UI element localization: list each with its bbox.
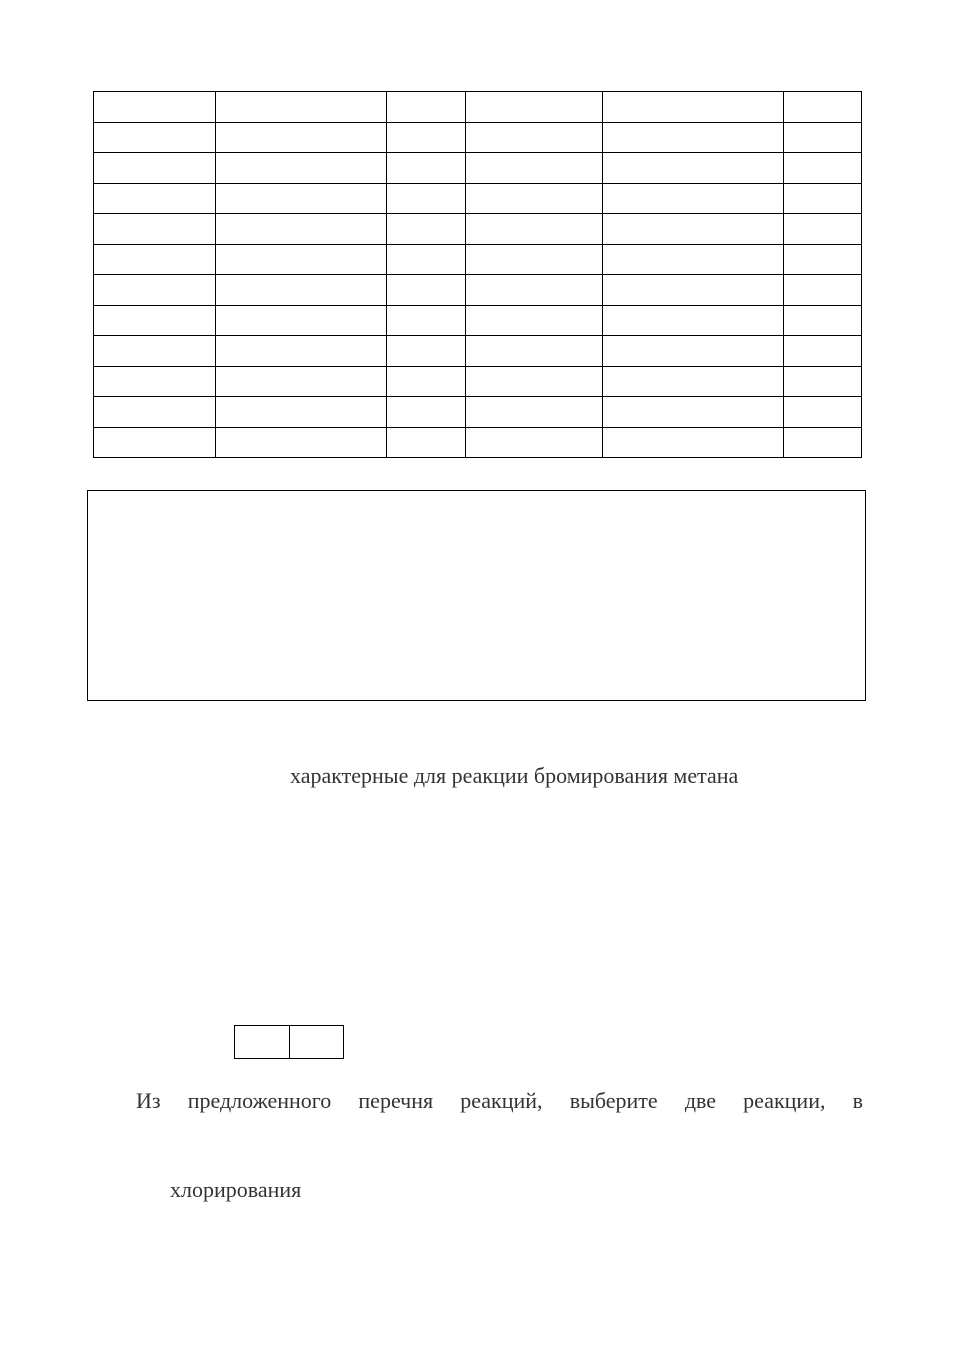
table-cell[interactable] xyxy=(387,275,466,306)
table-cell[interactable] xyxy=(216,275,387,306)
table-cell[interactable] xyxy=(387,305,466,336)
table-cell[interactable] xyxy=(94,366,216,397)
table-cell[interactable] xyxy=(784,397,862,428)
table-row xyxy=(94,244,862,275)
table-cell[interactable] xyxy=(466,336,603,367)
table-cell[interactable] xyxy=(466,122,603,153)
table-cell[interactable] xyxy=(216,122,387,153)
table-row xyxy=(94,336,862,367)
table-cell[interactable] xyxy=(94,427,216,458)
table-row xyxy=(94,427,862,458)
table-cell[interactable] xyxy=(603,275,784,306)
text-line-chlorination: хлорирования xyxy=(170,1177,302,1202)
table-cell[interactable] xyxy=(466,275,603,306)
table-cell[interactable] xyxy=(603,244,784,275)
table-cell[interactable] xyxy=(94,275,216,306)
table-cell[interactable] xyxy=(466,244,603,275)
table-cell[interactable] xyxy=(94,336,216,367)
table-cell[interactable] xyxy=(216,92,387,123)
table-row xyxy=(94,214,862,245)
table-cell[interactable] xyxy=(466,183,603,214)
table-cell[interactable] xyxy=(387,336,466,367)
table-cell[interactable] xyxy=(216,214,387,245)
table-cell[interactable] xyxy=(603,122,784,153)
table-cell[interactable] xyxy=(784,92,862,123)
table-cell[interactable] xyxy=(784,244,862,275)
table-cell[interactable] xyxy=(784,275,862,306)
table-cell[interactable] xyxy=(216,336,387,367)
table-row xyxy=(94,122,862,153)
table-cell[interactable] xyxy=(387,92,466,123)
table-cell[interactable] xyxy=(603,183,784,214)
table-cell[interactable] xyxy=(466,366,603,397)
table-cell[interactable] xyxy=(216,397,387,428)
table-cell[interactable] xyxy=(216,183,387,214)
table-cell[interactable] xyxy=(94,305,216,336)
table-cell[interactable] xyxy=(466,305,603,336)
table-cell[interactable] xyxy=(466,92,603,123)
table-cell[interactable] xyxy=(784,366,862,397)
text-line-task: Из предложенного перечня реакций, выберите две реакции, в xyxy=(136,1088,863,1113)
table-cell[interactable] xyxy=(387,244,466,275)
table-cell[interactable] xyxy=(94,397,216,428)
table-cell[interactable] xyxy=(387,183,466,214)
table-cell[interactable] xyxy=(784,153,862,184)
table-cell[interactable] xyxy=(387,214,466,245)
table-cell[interactable] xyxy=(603,214,784,245)
table-cell[interactable] xyxy=(603,427,784,458)
table-cell[interactable] xyxy=(603,153,784,184)
table-cell[interactable] xyxy=(784,305,862,336)
table-cell[interactable] xyxy=(387,122,466,153)
table-cell[interactable] xyxy=(466,214,603,245)
table-cell[interactable] xyxy=(387,397,466,428)
table-row xyxy=(94,305,862,336)
table-cell[interactable] xyxy=(94,122,216,153)
table-cell[interactable] xyxy=(784,336,862,367)
table-cell[interactable] xyxy=(94,92,216,123)
answer-digit-cell-1[interactable] xyxy=(235,1026,289,1058)
table-cell[interactable] xyxy=(216,366,387,397)
table-cell[interactable] xyxy=(216,305,387,336)
table-cell[interactable] xyxy=(603,305,784,336)
table-cell[interactable] xyxy=(94,214,216,245)
table-cell[interactable] xyxy=(466,153,603,184)
table-cell[interactable] xyxy=(216,244,387,275)
table-row xyxy=(94,153,862,184)
answer-box[interactable] xyxy=(87,490,866,701)
answer-digit-boxes[interactable] xyxy=(234,1025,344,1059)
table-row xyxy=(94,183,862,214)
table-cell[interactable] xyxy=(603,397,784,428)
table-cell[interactable] xyxy=(387,427,466,458)
table-cell[interactable] xyxy=(784,214,862,245)
table-cell[interactable] xyxy=(784,122,862,153)
table-row xyxy=(94,275,862,306)
table-row xyxy=(94,366,862,397)
table-cell[interactable] xyxy=(94,244,216,275)
empty-grid-table xyxy=(93,91,862,458)
table-cell[interactable] xyxy=(216,153,387,184)
table-cell[interactable] xyxy=(603,92,784,123)
table-cell[interactable] xyxy=(94,183,216,214)
table-row xyxy=(94,397,862,428)
table-cell[interactable] xyxy=(94,153,216,184)
text-line-bromination: характерные для реакции бромирования метана xyxy=(290,763,739,788)
table-cell[interactable] xyxy=(784,183,862,214)
table-row xyxy=(94,92,862,123)
table-cell[interactable] xyxy=(387,366,466,397)
answer-digit-cell-2[interactable] xyxy=(289,1026,343,1058)
table-cell[interactable] xyxy=(603,366,784,397)
table-cell[interactable] xyxy=(387,153,466,184)
table-cell[interactable] xyxy=(466,427,603,458)
table-cell[interactable] xyxy=(466,397,603,428)
table-cell[interactable] xyxy=(784,427,862,458)
table-cell[interactable] xyxy=(216,427,387,458)
table-cell[interactable] xyxy=(603,336,784,367)
